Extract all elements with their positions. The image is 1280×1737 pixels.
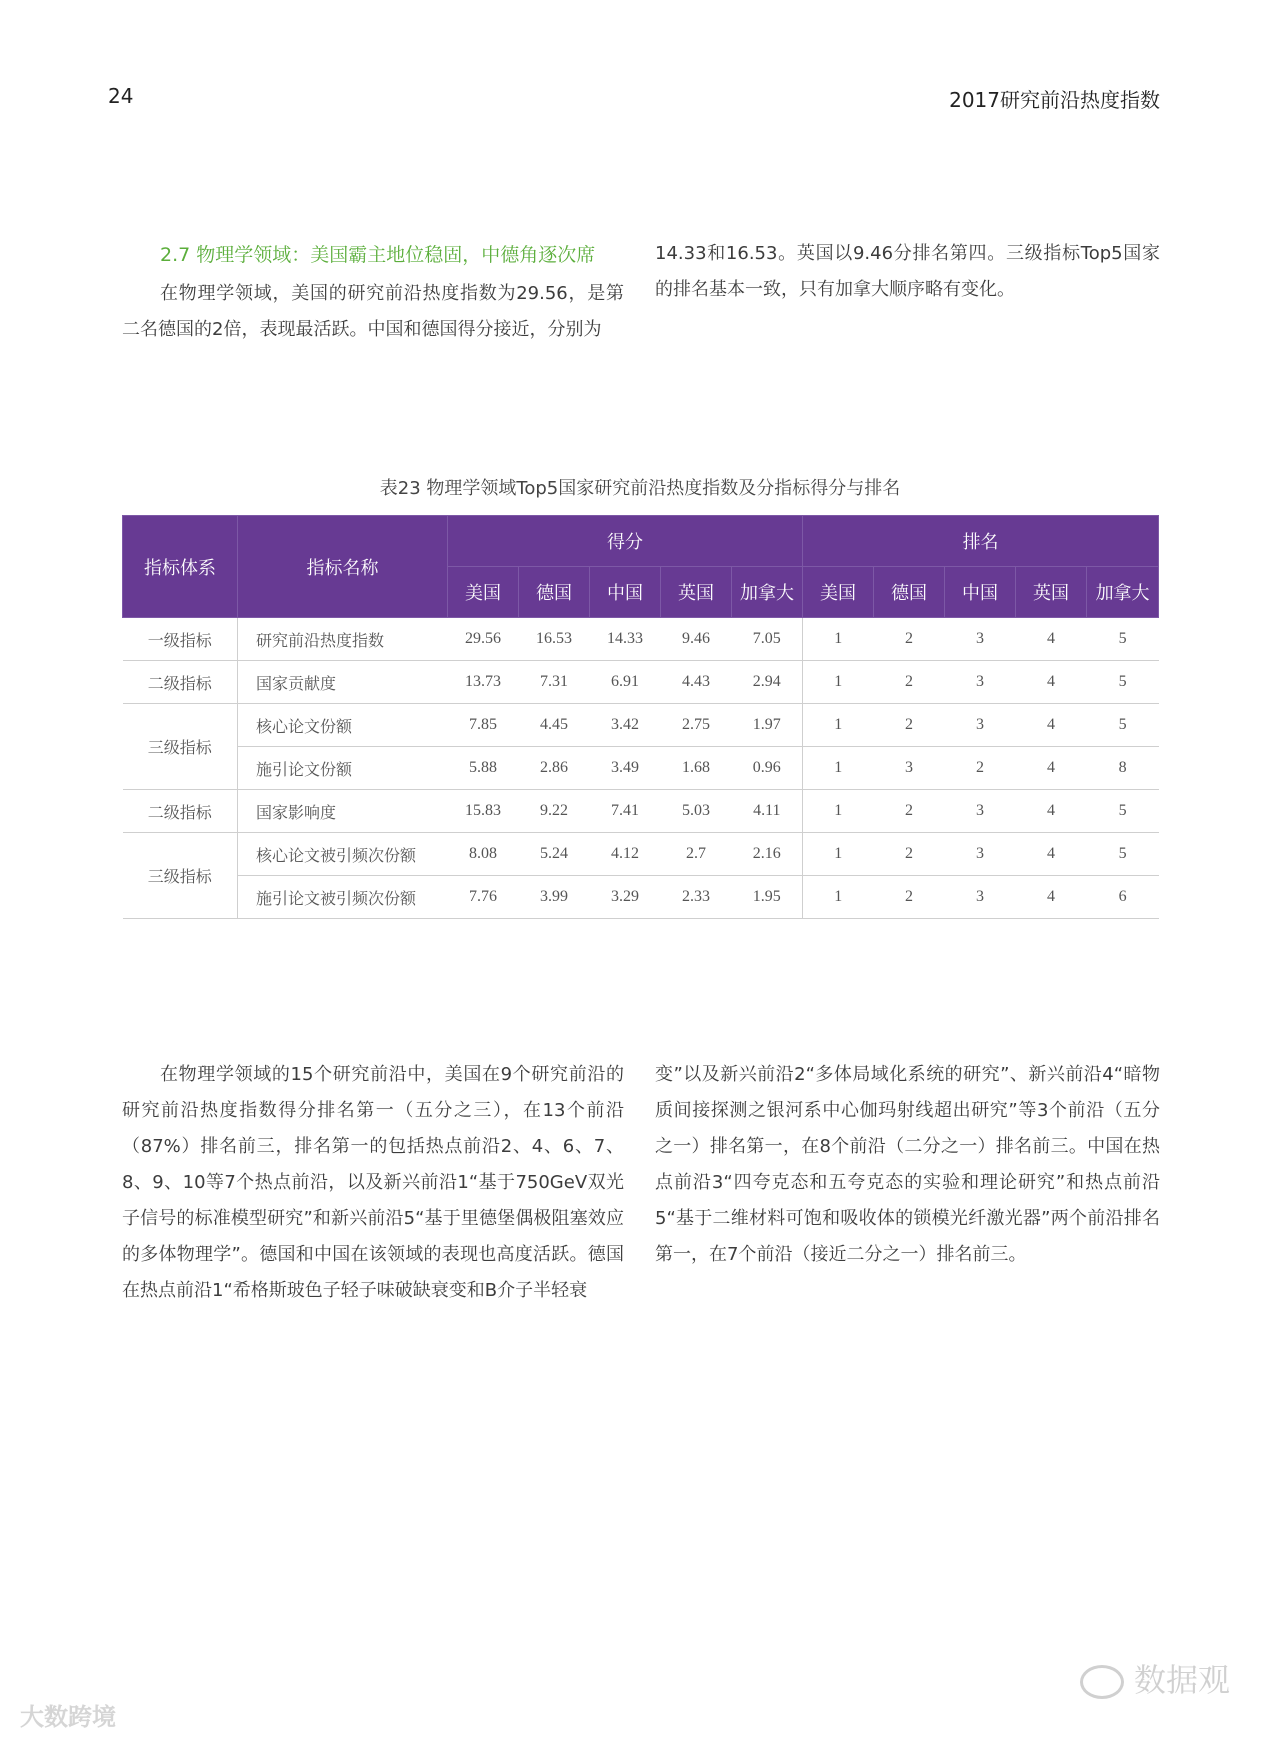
score-cell: 4.43 bbox=[661, 661, 732, 704]
rank-cell: 1 bbox=[803, 833, 874, 876]
watermark-left: 大数跨境 bbox=[20, 1703, 116, 1731]
rank-cell: 3 bbox=[945, 618, 1016, 661]
rank-cell: 1 bbox=[803, 747, 874, 790]
name-cell: 国家贡献度 bbox=[238, 661, 448, 704]
score-cell: 3.99 bbox=[519, 876, 590, 919]
header-indicator-system: 指标体系 bbox=[123, 516, 238, 618]
score-cell: 7.41 bbox=[590, 790, 661, 833]
rank-cell: 1 bbox=[803, 790, 874, 833]
rank-cell: 3 bbox=[945, 704, 1016, 747]
rank-cell: 1 bbox=[803, 876, 874, 919]
score-cell: 2.94 bbox=[732, 661, 803, 704]
table-row bbox=[123, 747, 1159, 790]
rank-cell: 1 bbox=[803, 704, 874, 747]
rank-cell: 2 bbox=[874, 618, 945, 661]
rank-cell: 3 bbox=[874, 747, 945, 790]
score-cell: 1.68 bbox=[661, 747, 732, 790]
header-score-group: 得分 bbox=[448, 516, 803, 567]
paragraph-3: 在物理学领域的15个研究前沿中，美国在9个研究前沿的研究前沿热度指数得分排名第一（五分之三），在13个前沿（87%）排名前三，排名第一的包括热点前沿2、4、6、7、8、9、10等7个热点前沿，以及新兴前沿1“基于750GeV双光子信号的标准模型研究”和新兴前沿5“基于里德堡偶极阻塞效应的多体物理学”。德国和中国在该领域的表现也高度活跃。德国在热点前沿1“希格斯玻色子轻子味破缺衰变和B介子半轻衰 bbox=[122, 1064, 624, 1301]
rank-cell: 2 bbox=[874, 833, 945, 876]
score-cell: 2.33 bbox=[661, 876, 732, 919]
section-heading: 2.7 物理学领域：美国霸主地位稳固，中德角逐次席 bbox=[160, 244, 596, 266]
rank-cell: 2 bbox=[874, 704, 945, 747]
rank-cell: 2 bbox=[874, 876, 945, 919]
paragraph-4: 变”以及新兴前沿2“多体局域化系统的研究”、新兴前沿4“暗物质间接探测之银河系中心伽玛射线超出研究”等3个前沿（五分之一）排名第一，在8个前沿（二分之一）排名前三。中国在热点前沿3“四夸克态和五夸克态的实验和理论研究”和热点前沿5“基于二维材料可饱和吸收体的锁模光纤激光器”两个前沿排名第一，在7个前沿（接近二分之一）排名前三。 bbox=[655, 1064, 1160, 1265]
score-cell: 4.11 bbox=[732, 790, 803, 833]
rank-cell: 4 bbox=[1016, 876, 1087, 919]
score-cell: 9.22 bbox=[519, 790, 590, 833]
table-row bbox=[123, 876, 1159, 919]
score-cell: 9.46 bbox=[661, 618, 732, 661]
rank-cell: 4 bbox=[1016, 618, 1087, 661]
watermark-right bbox=[1080, 1655, 1230, 1701]
score-cell: 4.12 bbox=[590, 833, 661, 876]
rank-cell: 3 bbox=[945, 833, 1016, 876]
running-title: 2017研究前沿热度指数 bbox=[949, 88, 1160, 112]
rank-cell: 5 bbox=[1087, 704, 1159, 747]
score-cell: 7.05 bbox=[732, 618, 803, 661]
score-cell: 1.95 bbox=[732, 876, 803, 919]
rank-cell: 4 bbox=[1016, 704, 1087, 747]
score-cell: 5.88 bbox=[448, 747, 519, 790]
wechat-icon bbox=[1080, 1665, 1124, 1699]
rank-cell: 8 bbox=[1087, 747, 1159, 790]
rank-cell: 5 bbox=[1087, 661, 1159, 704]
header-score-country: 美国 bbox=[448, 567, 519, 618]
rank-cell: 1 bbox=[803, 661, 874, 704]
score-cell: 2.7 bbox=[661, 833, 732, 876]
table-row bbox=[123, 661, 1159, 704]
score-cell: 29.56 bbox=[448, 618, 519, 661]
header-rank-country: 英国 bbox=[1016, 567, 1087, 618]
score-cell: 7.85 bbox=[448, 704, 519, 747]
rank-cell: 5 bbox=[1087, 790, 1159, 833]
score-cell: 15.83 bbox=[448, 790, 519, 833]
table-row bbox=[123, 618, 1159, 661]
score-cell: 5.24 bbox=[519, 833, 590, 876]
score-cell: 2.16 bbox=[732, 833, 803, 876]
rank-cell: 3 bbox=[945, 661, 1016, 704]
header-score-country: 加拿大 bbox=[732, 567, 803, 618]
level-cell: 一级指标 bbox=[123, 618, 238, 661]
level-cell: 三级指标 bbox=[123, 704, 238, 790]
rank-cell: 5 bbox=[1087, 833, 1159, 876]
score-cell: 3.29 bbox=[590, 876, 661, 919]
rank-cell: 3 bbox=[945, 790, 1016, 833]
score-cell: 2.86 bbox=[519, 747, 590, 790]
header-rank-country: 加拿大 bbox=[1087, 567, 1159, 618]
table-row bbox=[123, 704, 1159, 747]
name-cell: 国家影响度 bbox=[238, 790, 448, 833]
score-cell: 3.42 bbox=[590, 704, 661, 747]
rank-cell: 5 bbox=[1087, 618, 1159, 661]
table-row bbox=[123, 833, 1159, 876]
name-cell: 施引论文被引频次份额 bbox=[238, 876, 448, 919]
name-cell: 核心论文份额 bbox=[238, 704, 448, 747]
name-cell: 施引论文份额 bbox=[238, 747, 448, 790]
paragraph-1: 在物理学领域，美国的研究前沿热度指数为29.56，是第二名德国的2倍，表现最活跃。中国和德国得分接近，分别为 bbox=[122, 283, 624, 340]
score-cell: 0.96 bbox=[732, 747, 803, 790]
paragraph-2: 14.33和16.53。英国以9.46分排名第四。三级指标Top5国家的排名基本一致，只有加拿大顺序略有变化。 bbox=[655, 243, 1160, 300]
header-rank-country: 美国 bbox=[803, 567, 874, 618]
rank-cell: 2 bbox=[945, 747, 1016, 790]
level-cell: 三级指标 bbox=[123, 833, 238, 919]
score-cell: 2.75 bbox=[661, 704, 732, 747]
score-cell: 1.97 bbox=[732, 704, 803, 747]
header-score-country: 英国 bbox=[661, 567, 732, 618]
rank-cell: 2 bbox=[874, 790, 945, 833]
rank-cell: 1 bbox=[803, 618, 874, 661]
name-cell: 核心论文被引频次份额 bbox=[238, 833, 448, 876]
score-cell: 5.03 bbox=[661, 790, 732, 833]
rank-cell: 4 bbox=[1016, 661, 1087, 704]
page-number: 24 bbox=[108, 84, 134, 108]
score-cell: 8.08 bbox=[448, 833, 519, 876]
score-cell: 6.91 bbox=[590, 661, 661, 704]
score-cell: 7.76 bbox=[448, 876, 519, 919]
header-rank-country: 中国 bbox=[945, 567, 1016, 618]
score-cell: 14.33 bbox=[590, 618, 661, 661]
rank-cell: 4 bbox=[1016, 790, 1087, 833]
score-rank-table bbox=[122, 515, 1159, 919]
header-score-country: 中国 bbox=[590, 567, 661, 618]
rank-cell: 3 bbox=[945, 876, 1016, 919]
name-cell: 研究前沿热度指数 bbox=[238, 618, 448, 661]
rank-cell: 4 bbox=[1016, 747, 1087, 790]
header-rank-country: 德国 bbox=[874, 567, 945, 618]
table-row bbox=[123, 790, 1159, 833]
rank-cell: 2 bbox=[874, 661, 945, 704]
score-cell: 3.49 bbox=[590, 747, 661, 790]
level-cell: 二级指标 bbox=[123, 661, 238, 704]
header-score-country: 德国 bbox=[519, 567, 590, 618]
rank-cell: 6 bbox=[1087, 876, 1159, 919]
score-cell: 16.53 bbox=[519, 618, 590, 661]
header-rank-group: 排名 bbox=[803, 516, 1159, 567]
score-cell: 4.45 bbox=[519, 704, 590, 747]
rank-cell: 4 bbox=[1016, 833, 1087, 876]
score-cell: 7.31 bbox=[519, 661, 590, 704]
watermark-right-text: 数据观 bbox=[1134, 1661, 1231, 1699]
table-caption: 表23 物理学领域Top5国家研究前沿热度指数及分指标得分与排名 bbox=[379, 478, 901, 499]
header-indicator-name: 指标名称 bbox=[238, 516, 448, 618]
score-cell: 13.73 bbox=[448, 661, 519, 704]
level-cell: 二级指标 bbox=[123, 790, 238, 833]
